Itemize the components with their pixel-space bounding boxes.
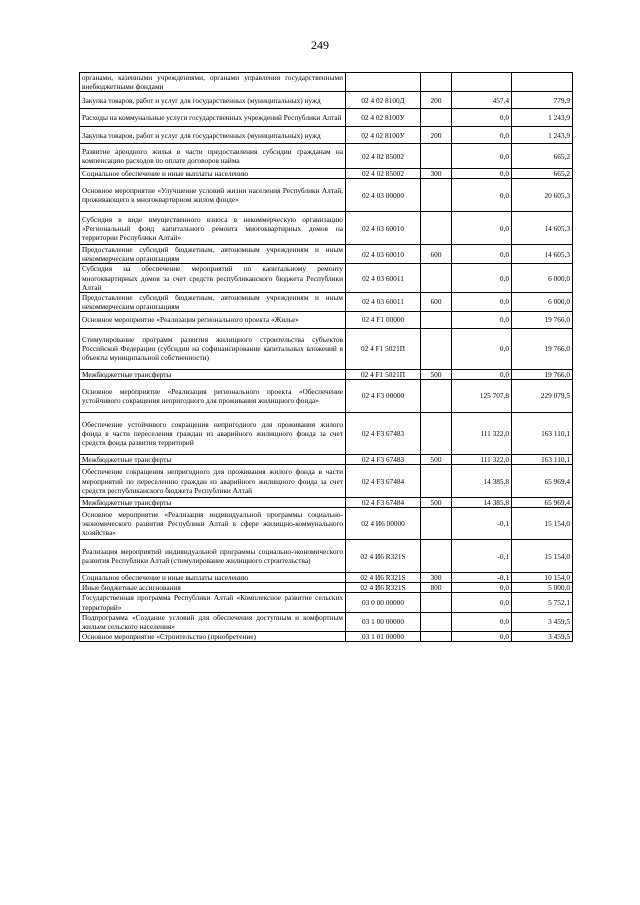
row-code-cell: 03 1 01 00000 <box>346 631 421 641</box>
row-code-cell: 02 4 И6 R321S <box>346 540 421 573</box>
row-amount-total-cell <box>512 73 573 92</box>
row-code-cell: 02 4 F1 00000 <box>346 311 421 328</box>
row-expense-type-cell: 500 <box>421 369 452 379</box>
row-amount-change-cell: 0,0 <box>452 369 512 379</box>
row-amount-change-cell: 0,0 <box>452 264 512 292</box>
row-expense-type-cell <box>421 212 452 245</box>
row-expense-type-cell: 200 <box>421 92 452 109</box>
budget-table <box>79 72 573 642</box>
row-code-cell: 03 0 00 00000 <box>346 593 421 612</box>
table-row <box>80 328 573 369</box>
row-name-cell: Межбюджетные трансферты <box>80 455 346 465</box>
table-row <box>80 127 573 144</box>
row-name-cell: Межбюджетные трансферты <box>80 369 346 379</box>
row-amount-total-cell: 1 243,9 <box>512 127 573 144</box>
row-code-cell: 02 4 F3 67483 <box>346 455 421 465</box>
row-amount-total-cell: 6 000,0 <box>512 264 573 292</box>
row-amount-total-cell: 229 079,5 <box>512 380 573 413</box>
row-code-cell: 02 4 F3 67483 <box>346 413 421 455</box>
row-code-cell: 02 4 И6 00000 <box>346 508 421 540</box>
row-amount-total-cell: 3 459,5 <box>512 631 573 641</box>
row-amount-change-cell: 14 385,8 <box>452 465 512 498</box>
row-amount-total-cell: 163 110,1 <box>512 413 573 455</box>
table-row <box>80 498 573 508</box>
row-amount-change-cell: 0,0 <box>452 583 512 593</box>
row-expense-type-cell <box>421 465 452 498</box>
row-amount-change-cell: 14 385,8 <box>452 498 512 508</box>
row-amount-change-cell: 111 322,0 <box>452 455 512 465</box>
row-name-cell: Расходы на коммунальные услуги государственных учреждений Республики Алтай <box>80 109 346 127</box>
row-name-cell: Государственная программа Республики Алтай «Комплексное развитие сельских территорий» <box>80 593 346 612</box>
table-row <box>80 583 573 593</box>
row-expense-type-cell <box>421 631 452 641</box>
row-name-cell: Развитие арендного жилья в части предоставления субсидии гражданам на компенсацию расходов по оплате договоров найма <box>80 144 346 169</box>
row-amount-change-cell: 0,0 <box>452 245 512 264</box>
row-expense-type-cell <box>421 73 452 92</box>
table-row <box>80 631 573 641</box>
table-row <box>80 212 573 245</box>
row-amount-total-cell: 15 154,0 <box>512 540 573 573</box>
row-expense-type-cell: 500 <box>421 498 452 508</box>
row-code-cell: 02 4 03 00000 <box>346 179 421 212</box>
table-row <box>80 593 573 612</box>
row-amount-total-cell: 19 766,0 <box>512 369 573 379</box>
table-row <box>80 245 573 264</box>
row-expense-type-cell: 500 <box>421 455 452 465</box>
table-row <box>80 179 573 212</box>
row-code-cell: 02 4 И6 R321S <box>346 573 421 583</box>
row-name-cell: органами, казенными учреждениями, органами управления государственными внебюджетными фондами <box>80 73 346 92</box>
row-name-cell: Стимулирование программ развития жилищного строительства субъектов Российской Федерации (субсидии на софинансирование капитальных вложений в объекты муниципальной собственности) <box>80 328 346 369</box>
row-amount-change-cell: -0,1 <box>452 540 512 573</box>
row-name-cell: Закупка товаров, работ и услуг для государственных (муниципальных) нужд <box>80 92 346 109</box>
row-code-cell: 02 4 03 60010 <box>346 212 421 245</box>
row-expense-type-cell <box>421 508 452 540</box>
row-amount-total-cell: 1 243,9 <box>512 109 573 127</box>
table-row <box>80 508 573 540</box>
row-amount-total-cell: 14 605,3 <box>512 212 573 245</box>
row-code-cell: 02 4 И6 R321S <box>346 583 421 593</box>
row-amount-total-cell: 6 000,0 <box>512 292 573 311</box>
row-name-cell: Основное мероприятие «Реализация индивидуальной программы социально-экономического развития Республики Алтай в сфере жилищно-коммунального хозяйства» <box>80 508 346 540</box>
row-amount-total-cell: 665,2 <box>512 169 573 179</box>
row-amount-total-cell: 3 459,5 <box>512 612 573 631</box>
row-amount-change-cell: 0,0 <box>452 127 512 144</box>
row-amount-total-cell: 5 752,1 <box>512 593 573 612</box>
row-amount-total-cell: 19 766,0 <box>512 311 573 328</box>
row-expense-type-cell: 800 <box>421 583 452 593</box>
row-amount-total-cell: 665,2 <box>512 144 573 169</box>
row-expense-type-cell <box>421 593 452 612</box>
row-code-cell <box>346 73 421 92</box>
table-row <box>80 612 573 631</box>
row-expense-type-cell <box>421 328 452 369</box>
row-amount-total-cell: 15 154,0 <box>512 508 573 540</box>
table-row <box>80 92 573 109</box>
row-name-cell: Обеспечение устойчивого сокращения непригодного для проживания жилого фонда в части переселения граждан из аварийного жилищного фонда за счет средств фонда развития территорий <box>80 413 346 455</box>
row-amount-change-cell: 0,0 <box>452 144 512 169</box>
row-amount-total-cell: 163 110,1 <box>512 455 573 465</box>
row-amount-change-cell: 0,0 <box>452 292 512 311</box>
table-body <box>80 73 573 642</box>
table-row <box>80 311 573 328</box>
row-amount-total-cell: 65 969,4 <box>512 465 573 498</box>
row-amount-change-cell: -0,1 <box>452 573 512 583</box>
table-row <box>80 292 573 311</box>
row-expense-type-cell <box>421 109 452 127</box>
row-name-cell: Предоставление субсидий бюджетным, автономным учреждениям и иным некоммерческим организациям <box>80 245 346 264</box>
row-amount-change-cell: 457,4 <box>452 92 512 109</box>
row-amount-total-cell: 20 605,3 <box>512 179 573 212</box>
row-amount-change-cell <box>452 73 512 92</box>
table-row <box>80 413 573 455</box>
row-expense-type-cell: 600 <box>421 245 452 264</box>
row-name-cell: Социальное обеспечение и иные выплаты населению <box>80 573 346 583</box>
row-name-cell: Закупка товаров, работ и услуг для государственных (муниципальных) нужд <box>80 127 346 144</box>
table-row <box>80 73 573 92</box>
row-name-cell: Обеспечение сокращения непригодного для проживания жилого фонда в части мероприятий по переселению граждан из аварийного жилищного фонда за счет средств республиканского бюджета Республики Алтай <box>80 465 346 498</box>
row-code-cell: 02 4 03 60010 <box>346 245 421 264</box>
row-name-cell: Реализация мероприятий индивидуальной программы социально-экономического развития Республики Алтай (стимулирование жилищного строительства) <box>80 540 346 573</box>
row-expense-type-cell <box>421 380 452 413</box>
row-name-cell: Предоставление субсидий бюджетным, автономным учреждениям и иным некоммерческим организациям <box>80 292 346 311</box>
row-amount-change-cell: 0,0 <box>452 212 512 245</box>
row-amount-change-cell: 0,0 <box>452 328 512 369</box>
row-amount-change-cell: 0,0 <box>452 612 512 631</box>
row-code-cell: 03 1 00 00000 <box>346 612 421 631</box>
row-code-cell: 02 4 03 60011 <box>346 292 421 311</box>
row-amount-total-cell: 779,9 <box>512 92 573 109</box>
row-code-cell: 02 4 F3 00000 <box>346 380 421 413</box>
row-code-cell: 02 4 02 85002 <box>346 144 421 169</box>
table-row <box>80 109 573 127</box>
row-name-cell: Субсидия на обеспечение мероприятий по капитальному ремонту многоквартирных домов за счет средств республиканского бюджета Республики Алтай <box>80 264 346 292</box>
table-row <box>80 465 573 498</box>
table-row <box>80 169 573 179</box>
row-expense-type-cell <box>421 612 452 631</box>
row-code-cell: 02 4 F1 5021П <box>346 369 421 379</box>
row-expense-type-cell <box>421 311 452 328</box>
table-row <box>80 380 573 413</box>
row-expense-type-cell <box>421 144 452 169</box>
row-code-cell: 02 4 02 85002 <box>346 169 421 179</box>
table-row <box>80 573 573 583</box>
table-row <box>80 144 573 169</box>
row-expense-type-cell: 300 <box>421 169 452 179</box>
row-amount-change-cell: 0,0 <box>452 179 512 212</box>
row-code-cell: 02 4 F3 67484 <box>346 465 421 498</box>
row-amount-total-cell: 14 605,3 <box>512 245 573 264</box>
row-name-cell: Основное мероприятие «Строительство (приобретение) <box>80 631 346 641</box>
table-row <box>80 369 573 379</box>
row-amount-change-cell: 111 322,0 <box>452 413 512 455</box>
table-row <box>80 264 573 292</box>
row-amount-total-cell: 65 969,4 <box>512 498 573 508</box>
row-name-cell: Межбюджетные трансферты <box>80 498 346 508</box>
row-amount-change-cell: 0,0 <box>452 593 512 612</box>
row-expense-type-cell <box>421 413 452 455</box>
row-code-cell: 02 4 02 8100Д <box>346 92 421 109</box>
row-code-cell: 02 4 02 8100У <box>346 109 421 127</box>
row-code-cell: 02 4 F1 5021П <box>346 328 421 369</box>
row-amount-change-cell: 0,0 <box>452 631 512 641</box>
row-name-cell: Иные бюджетные ассигнования <box>80 583 346 593</box>
row-name-cell: Субсидия в виде имущественного взноса в некоммерческую организацию «Региональный фонд капитального ремонта многоквартирных домов на территории Республики Алтай» <box>80 212 346 245</box>
row-amount-total-cell: 19 766,0 <box>512 328 573 369</box>
row-amount-change-cell: 0,0 <box>452 169 512 179</box>
row-amount-total-cell: 5 000,0 <box>512 583 573 593</box>
row-amount-change-cell: 0,0 <box>452 109 512 127</box>
row-expense-type-cell: 300 <box>421 573 452 583</box>
row-amount-change-cell: 0,0 <box>452 311 512 328</box>
row-expense-type-cell: 200 <box>421 127 452 144</box>
row-name-cell: Подпрограмма «Создание условий для обеспечения доступным и комфортным жильем сельского населения» <box>80 612 346 631</box>
row-expense-type-cell: 600 <box>421 292 452 311</box>
row-amount-change-cell: -0,1 <box>452 508 512 540</box>
row-amount-total-cell: 10 154,0 <box>512 573 573 583</box>
row-code-cell: 02 4 03 60011 <box>346 264 421 292</box>
row-name-cell: Основное мероприятие «Улучшение условий жизни населения Республики Алтай, проживающего в многоквартирном жилом фонде» <box>80 179 346 212</box>
row-amount-change-cell: 125 707,8 <box>452 380 512 413</box>
row-code-cell: 02 4 F3 67484 <box>346 498 421 508</box>
row-name-cell: Основное мероприятие «Реализация регионального проекта «Жилье» <box>80 311 346 328</box>
row-name-cell: Социальное обеспечение и иные выплаты населению <box>80 169 346 179</box>
row-code-cell: 02 4 02 8100У <box>346 127 421 144</box>
page-number: 249 <box>311 38 329 52</box>
row-name-cell: Основное мероприятие «Реализация регионального проекта «Обеспечение устойчивого сокращения непригодного для проживания жилищного фонда» <box>80 380 346 413</box>
row-expense-type-cell <box>421 540 452 573</box>
table-row <box>80 540 573 573</box>
row-expense-type-cell <box>421 264 452 292</box>
row-expense-type-cell <box>421 179 452 212</box>
table-row <box>80 455 573 465</box>
